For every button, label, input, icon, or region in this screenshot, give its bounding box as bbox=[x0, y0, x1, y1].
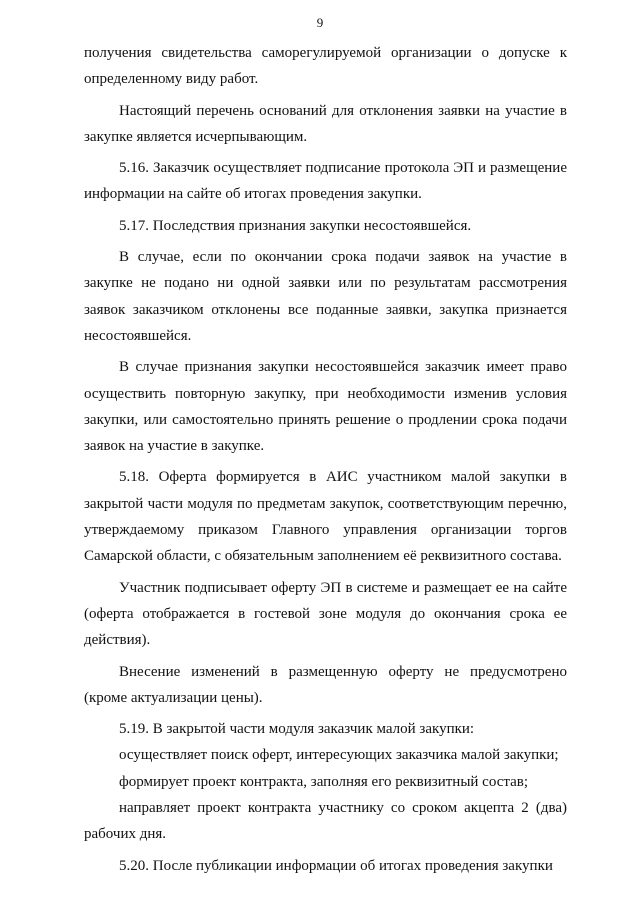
document-body bbox=[84, 40, 567, 879]
paragraph-offer-changes: Внесение изменений в размещенную оферту не предусмотрено (кроме актуализации цены). bbox=[84, 663, 567, 706]
paragraph-exhaustive-list: Настоящий перечень оснований для отклонения заявки на участие в закупке является исчерпывающим. bbox=[84, 102, 567, 145]
paragraph-failed-procurement: В случае, если по окончании срока подачи заявок на участие в закупке не подано ни одной заявки или по результатам рассмотрения заявок заказчиком отклонены все поданные заявки, закупка признается несостоявшейся. bbox=[84, 249, 567, 344]
list-item-search-offers: осуществляет поиск оферт, интересующих заказчика малой закупки; bbox=[119, 747, 559, 764]
paragraph-5-18: 5.18. Оферта формируется в АИС участником малой закупки в закрытой части модуля по предметам закупок, соответствующим перечню, утверждаемому приказом Главного управления организации торгов Самарской области, с обязательным заполнением её реквизитного состава. bbox=[84, 469, 567, 565]
paragraph-5-19: 5.19. В закрытой части модуля заказчик малой закупки: bbox=[119, 721, 475, 738]
paragraph-5-16: 5.16. Заказчик осуществляет подписание протокола ЭП и размещение информации на сайте об итогах проведения закупки. bbox=[84, 160, 567, 203]
paragraph-continuation: получения свидетельства саморегулируемой организации о допуске к определенному виду работ. bbox=[84, 45, 567, 88]
paragraph-offer-signing: Участник подписывает оферту ЭП в системе и размещает ее на сайте (оферта отображается в гостевой зоне модуля до окончания срока ее действия). bbox=[84, 579, 567, 649]
list-item-draft-contract: формирует проект контракта, заполняя его реквизитный состав; bbox=[119, 773, 529, 790]
paragraph-repeat-procurement: В случае признания закупки несостоявшейся заказчик имеет право осуществить повторную закупку, при необходимости изменив условия закупки, или самостоятельно принять решение о продлении срока подачи заявок на участие в закупке. bbox=[84, 359, 567, 455]
page-number: 9 bbox=[316, 15, 324, 30]
paragraph-5-17: 5.17. Последствия признания закупки несостоявшейся. bbox=[119, 217, 472, 234]
list-item-send-contract: направляет проект контракта участнику со сроком акцепта 2 (два) рабочих дня. bbox=[84, 800, 567, 843]
paragraph-5-20: 5.20. После публикации информации об итогах проведения закупки bbox=[119, 857, 553, 874]
